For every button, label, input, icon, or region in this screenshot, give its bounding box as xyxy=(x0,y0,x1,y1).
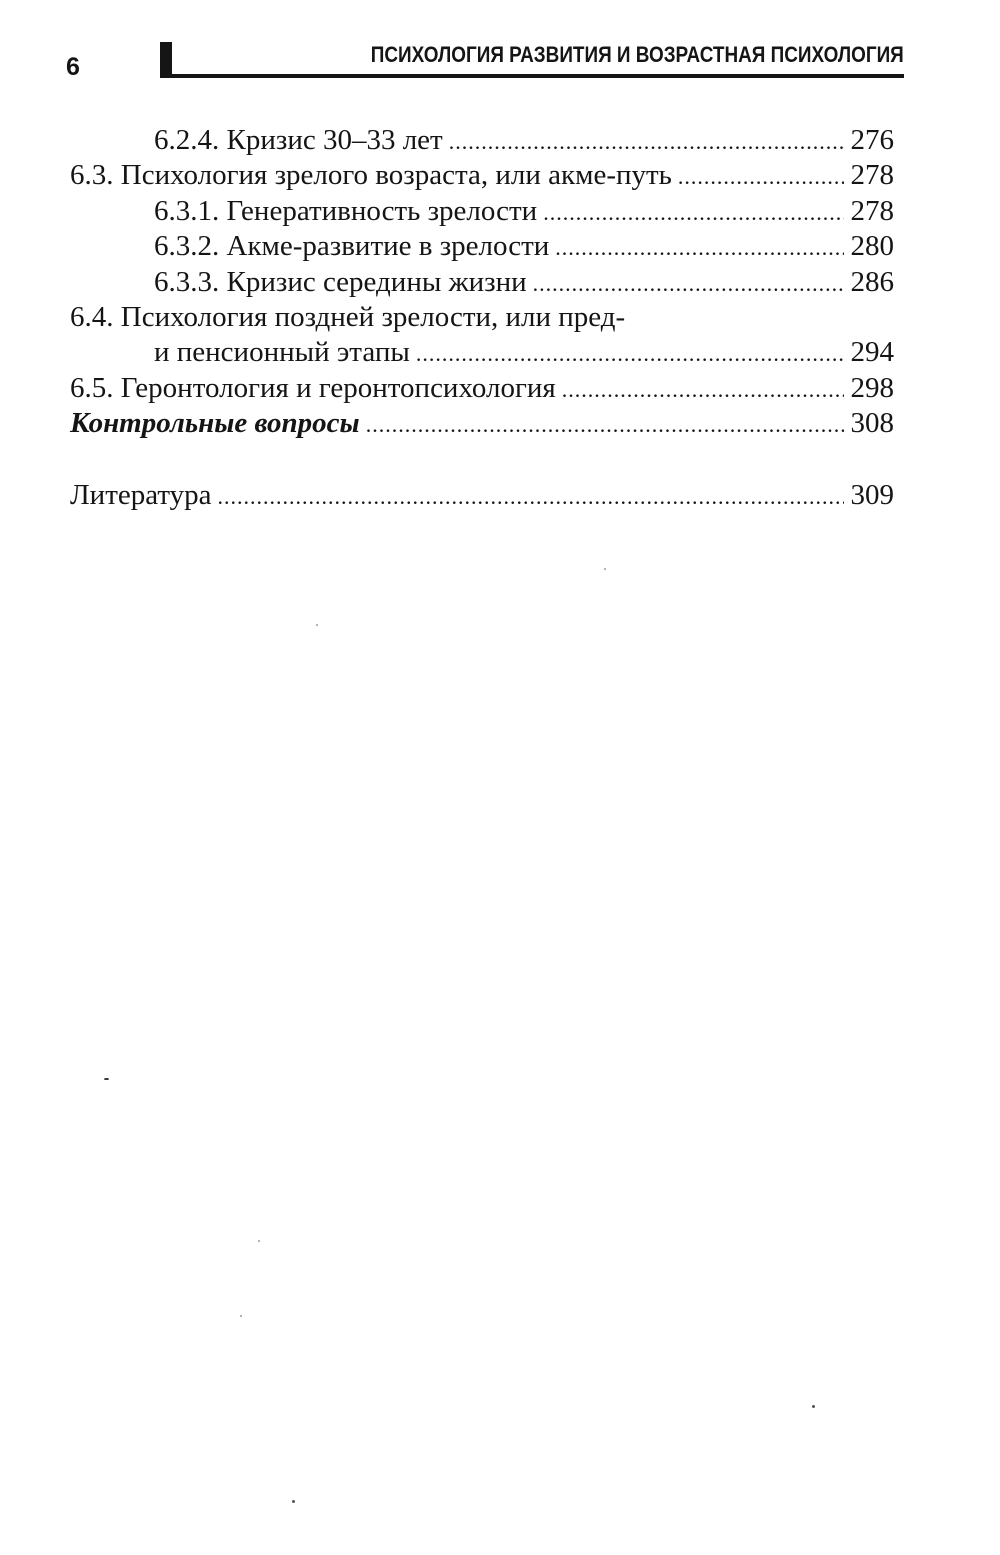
toc-entry[interactable] xyxy=(70,229,894,264)
scan-speck xyxy=(104,1078,109,1080)
toc-entry-page: 294 xyxy=(850,336,894,369)
toc-entry[interactable] xyxy=(70,265,894,300)
scan-speck xyxy=(316,624,318,626)
toc-entry-title: 6.3.2. Акме-развитие в зрелости xyxy=(154,230,550,263)
running-title: ПСИХОЛОГИЯ РАЗВИТИЯ И ВОЗРАСТНАЯ ПСИХОЛОГИЯ xyxy=(370,42,904,67)
table-of-contents xyxy=(70,123,894,513)
dot-leader xyxy=(533,266,844,301)
toc-entry-page: 298 xyxy=(850,371,894,404)
toc-entry-page: 308 xyxy=(850,407,894,440)
toc-entry-page: 280 xyxy=(850,230,894,263)
toc-entry[interactable] xyxy=(70,158,894,193)
dot-leader xyxy=(543,195,844,230)
toc-entry-page: 278 xyxy=(850,194,894,227)
toc-entry-title-continued: и пенсионный этапы xyxy=(154,336,410,369)
scan-speck xyxy=(292,1500,295,1503)
toc-entry-title: 6.3.3. Кризис середины жизни xyxy=(154,265,527,298)
scan-speck xyxy=(240,1315,242,1317)
dot-leader xyxy=(449,124,844,159)
dot-leader xyxy=(366,407,844,442)
toc-entry[interactable] xyxy=(70,123,894,158)
toc-entry[interactable] xyxy=(70,371,894,406)
toc-entry-title: 6.4. Психология поздней зрелости, или пред- xyxy=(70,300,626,333)
toc-entry[interactable] xyxy=(70,478,894,513)
dot-leader xyxy=(555,230,844,265)
toc-entry[interactable] xyxy=(70,194,894,229)
header-bar xyxy=(160,42,172,78)
dot-leader xyxy=(562,372,844,407)
scan-speck xyxy=(812,1405,815,1408)
toc-entry-title: 6.5. Геронтология и геронтопсихология xyxy=(70,371,556,404)
toc-entry-title: 6.2.4. Кризис 30–33 лет xyxy=(154,124,443,156)
toc-entry-page: 276 xyxy=(850,124,894,156)
dot-leader xyxy=(416,336,844,371)
dot-leader xyxy=(678,159,844,194)
toc-entry-page: 309 xyxy=(850,478,894,511)
dot-leader xyxy=(218,479,844,514)
toc-entry-page: 278 xyxy=(850,159,894,192)
toc-entry-title: Литература xyxy=(70,478,212,511)
toc-entry-title: 6.3.1. Генеративность зрелости xyxy=(154,194,538,227)
toc-entry-line2[interactable] xyxy=(70,335,894,370)
page-number: 6 xyxy=(66,53,80,81)
toc-entry-page: 286 xyxy=(850,265,894,298)
toc-entry-title: Контрольные вопросы xyxy=(70,407,360,440)
header-rule xyxy=(160,74,904,78)
toc-entry[interactable] xyxy=(70,406,894,441)
scan-speck xyxy=(604,568,606,570)
scan-speck xyxy=(258,1240,260,1242)
toc-entry-line1[interactable] xyxy=(70,300,894,335)
toc-entry-title: 6.3. Психология зрелого возраста, или акме-путь xyxy=(70,159,672,192)
